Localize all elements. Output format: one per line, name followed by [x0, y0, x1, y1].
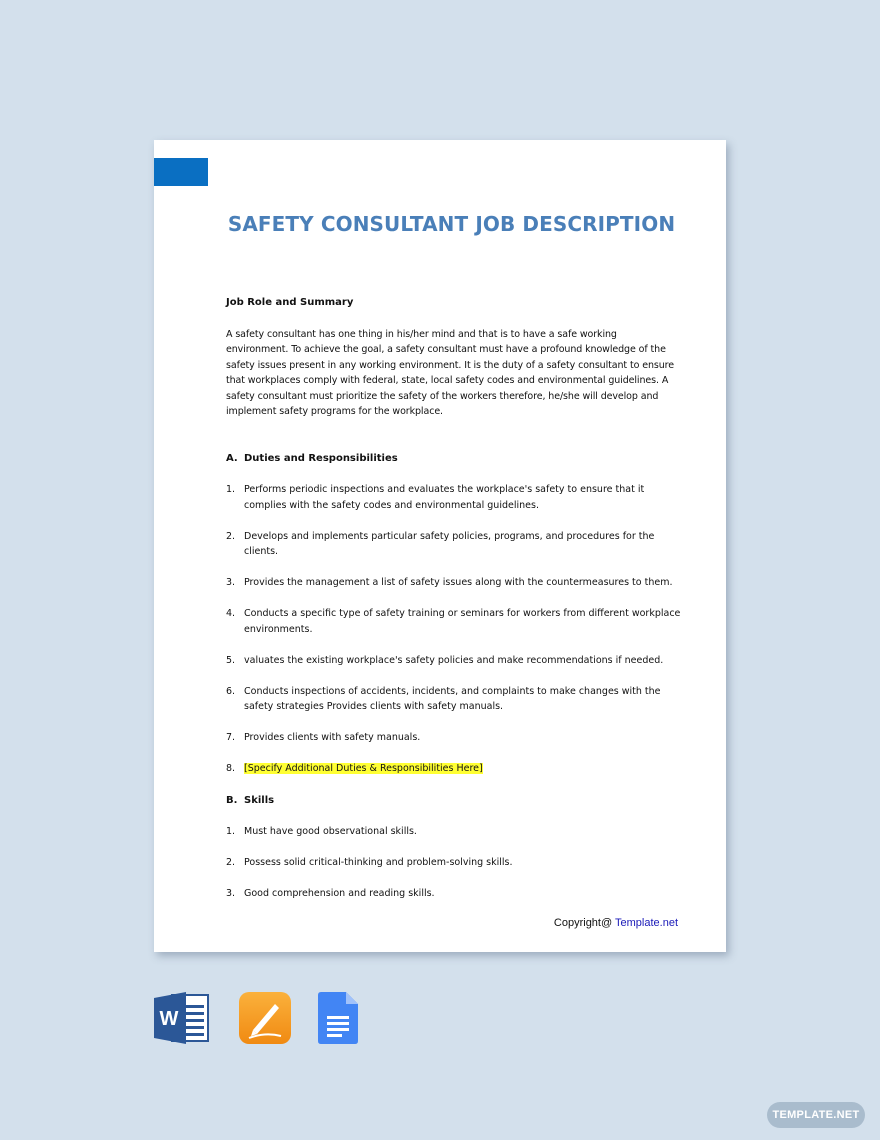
skills-heading — [226, 793, 681, 809]
document-body — [226, 295, 681, 917]
list-item-text: Provides clients with safety manuals. — [244, 732, 421, 743]
list-item-text: Conducts inspections of accidents, incidents, and complaints to make changes with the safety strategies Provides clients with safety manuals. — [244, 685, 661, 712]
list-item — [226, 855, 681, 871]
copyright-line — [554, 917, 678, 929]
document-page — [154, 140, 726, 952]
list-item — [226, 482, 681, 513]
pages-icon[interactable] — [239, 992, 291, 1049]
copyright-prefix: Copyright@ — [553, 917, 613, 929]
list-item-number: 8. — [226, 763, 236, 774]
list-item — [226, 575, 681, 591]
google-docs-icon[interactable] — [318, 992, 358, 1049]
list-item-text: Good comprehension and reading skills. — [244, 888, 435, 899]
list-item-number: 4. — [226, 608, 236, 619]
word-icon[interactable] — [154, 992, 210, 1049]
list-item-number: 1. — [226, 484, 236, 495]
job-summary-paragraph: A safety consultant has one thing in his/her mind and that is to have a safe working environment. To achieve the goal, a safety consultant must have a profound knowledge of the safety issues present in any working environment. It is the duty of a safety consultant to ensure that workplaces comply with federal, state, local safety codes and environmental guidelines. A safety consultant must prioritize the safety of the workers therefore, he/she will develop and implement safety programs for the workplace. — [226, 328, 674, 417]
job-role-heading: Job Role and Summary — [226, 297, 354, 308]
duties-heading-text: Duties and Responsibilities — [244, 452, 398, 464]
list-item — [226, 529, 681, 560]
duties-list — [226, 482, 681, 777]
skills-heading-text: Skills — [244, 794, 275, 806]
list-item — [226, 886, 681, 902]
template-net-watermark: TEMPLATE.NET — [767, 1102, 865, 1128]
duties-marker: A. — [226, 452, 238, 464]
copyright-brand-link[interactable]: Template.net — [615, 917, 678, 929]
list-item-text: Conducts a specific type of safety training or seminars for workers from different workplace environments. — [244, 608, 681, 635]
list-item-number: 3. — [226, 888, 236, 899]
list-item — [226, 653, 681, 669]
list-item — [226, 730, 681, 746]
list-item-number: 3. — [226, 577, 236, 588]
list-item-number: 1. — [226, 826, 236, 837]
list-item-number: 2. — [226, 530, 236, 542]
list-item — [226, 824, 681, 840]
list-item-text: Performs periodic inspections and evaluates the workplace's safety to ensure that it complies with the safety codes and environmental guidelines. — [244, 484, 645, 511]
list-item-text: valuates the existing workplace's safety policies and make recommendations if needed. — [244, 654, 664, 666]
list-item — [226, 761, 681, 777]
list-item-number: 5. — [226, 654, 236, 666]
duties-heading — [226, 451, 681, 467]
list-item-text: Must have good observational skills. — [244, 826, 417, 837]
placeholder-highlight[interactable]: [Specify Additional Duties & Responsibilities Here] — [244, 763, 483, 774]
document-title: SAFETY CONSULTANT JOB DESCRIPTION — [227, 212, 676, 236]
skills-list — [226, 824, 681, 902]
list-item-number: 6. — [226, 685, 236, 697]
skills-marker: B. — [226, 794, 238, 806]
word-icon-letter: W — [159, 1008, 179, 1030]
list-item — [226, 606, 681, 637]
accent-bar — [154, 158, 208, 186]
list-item-number: 2. — [226, 857, 236, 868]
list-item-text: Develops and implements particular safety policies, programs, and procedures for the clients. — [244, 530, 655, 557]
list-item-text: Provides the management a list of safety issues along with the countermeasures to them. — [244, 577, 673, 588]
list-item-text: Possess solid critical-thinking and problem-solving skills. — [244, 857, 513, 868]
list-item-number: 7. — [226, 732, 236, 743]
list-item — [226, 684, 681, 715]
